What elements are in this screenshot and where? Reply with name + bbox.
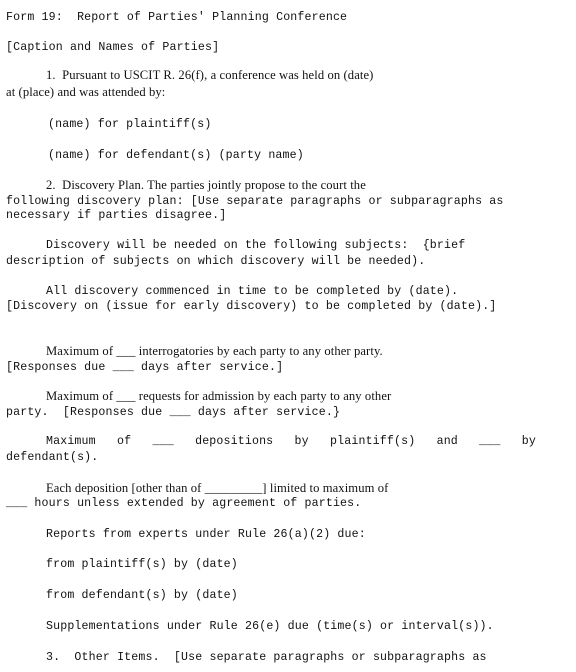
supplementations-line: Supplementations under Rule 26(e) due (time(s) or interval(s)). bbox=[46, 620, 494, 633]
interrogatories-line2: [Responses due ___ days after service.] bbox=[6, 361, 284, 374]
depositions-line1: Maximum of ___ depositions by plaintiff(s) and ___ by bbox=[46, 435, 536, 448]
experts-heading: Reports from experts under Rule 26(a)(2) due: bbox=[46, 528, 366, 541]
completion-line2: [Discovery on (issue for early discovery) to be completed by (date).] bbox=[6, 300, 497, 313]
para2-line2: following discovery plan: [Use separate paragraphs or subparagraphs as bbox=[6, 195, 504, 208]
depositions-line2: defendant(s). bbox=[6, 451, 99, 464]
completion-line1: All discovery commenced in time to be completed by (date). bbox=[46, 285, 459, 298]
subjects-line1: Discovery will be needed on the following subjects: {brief bbox=[46, 239, 466, 252]
interrogatories-line1: Maximum of ___ interrogatories by each party to any other party. bbox=[46, 344, 383, 358]
para3-line1: 3. Other Items. [Use separate paragraphs or subparagraphs as bbox=[46, 651, 487, 664]
plaintiff-attendee: (name) for plaintiff(s) bbox=[48, 118, 212, 131]
form-title: Form 19: Report of Parties' Planning Conference bbox=[6, 11, 348, 24]
experts-defendant: from defendant(s) by (date) bbox=[46, 589, 238, 602]
defendant-attendee: (name) for defendant(s) (party name) bbox=[48, 149, 304, 162]
admissions-line2: party. [Responses due ___ days after service.} bbox=[6, 406, 341, 419]
para2-line3: necessary if parties disagree.] bbox=[6, 209, 227, 222]
para1-line1: 1. Pursuant to USCIT R. 26(f), a conference was held on (date) bbox=[46, 68, 374, 82]
caption-placeholder: [Caption and Names of Parties] bbox=[6, 41, 220, 54]
experts-plaintiff: from plaintiff(s) by (date) bbox=[46, 558, 238, 571]
subjects-line2: description of subjects on which discovery will be needed). bbox=[6, 255, 426, 268]
para1-line2: at (place) and was attended by: bbox=[6, 85, 166, 99]
para2-line1: 2. Discovery Plan. The parties jointly propose to the court the bbox=[46, 178, 366, 192]
deposition-limit-line2: ___ hours unless extended by agreement of parties. bbox=[6, 497, 362, 510]
deposition-limit-line1: Each deposition [other than of _________] limited to maximum of bbox=[46, 481, 389, 495]
admissions-line1: Maximum of ___ requests for admission by each party to any other bbox=[46, 389, 392, 403]
